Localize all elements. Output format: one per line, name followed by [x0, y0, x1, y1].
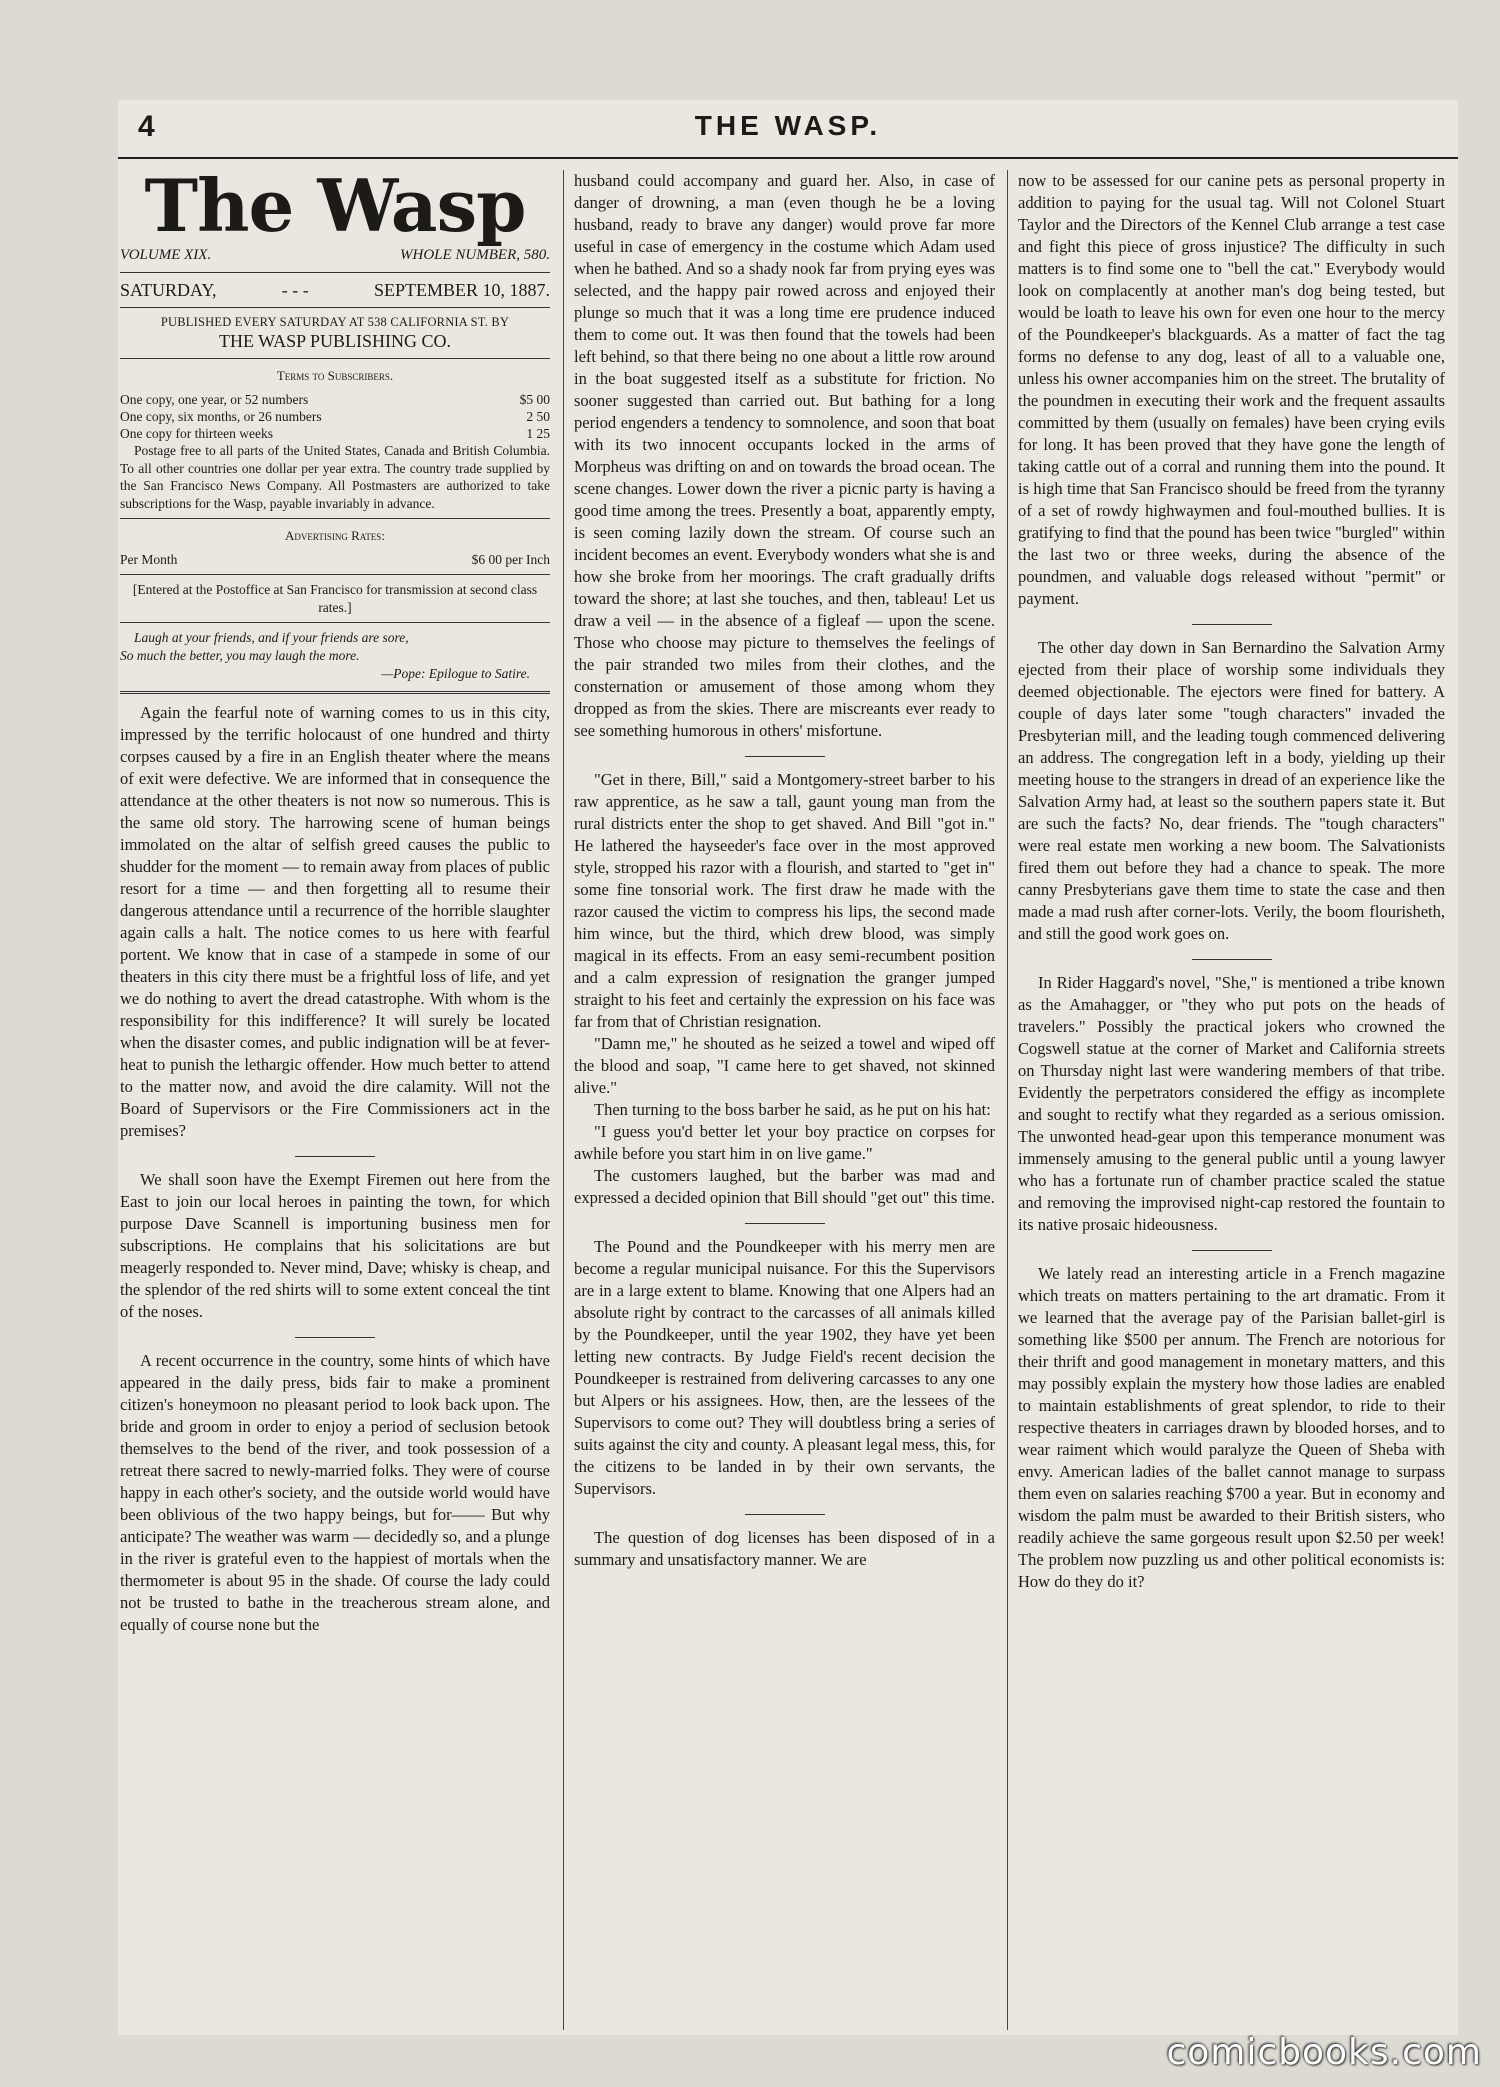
rule — [120, 358, 550, 359]
page-number: 4 — [138, 110, 155, 143]
advertising-heading: Advertising Rates: — [285, 528, 385, 543]
article-separator — [295, 1156, 375, 1157]
watermark-logo: comicbooks.com — [1166, 2032, 1482, 2073]
article-separator — [295, 1337, 375, 1338]
column-3 — [1007, 170, 1445, 2030]
article-paragraph: The Pound and the Poundkeeper with his merry men are become a regular municipal nuisance. For this the Supervisors are in a large extent to blame. Knowing that one Alpers had an absolute right by contract to the carcasses of all animals killed by the Poundkeeper, until the year 1902, they have yet been letting new contracts. By Judge Field's recent decision the Poundkeeper is restrained from delivering carcasses to any one but Alpers or his assignees. How, then, are the lessees of the Supervisors to come out? They will doubtless bring a series of suits against the city and county. A pleasant legal mess, this, for the citizens to be landed in by their own servants, the Supervisors. — [574, 1237, 995, 1498]
publisher-name: THE WASP PUBLISHING CO. — [218, 331, 452, 351]
article-separator — [1192, 624, 1272, 625]
price-row — [120, 408, 550, 425]
masthead-title: The Wasp — [144, 170, 526, 248]
price-row — [120, 391, 550, 408]
postage-note: Postage free to all parts of the United States, Canada and British Columbia. To all other countries one dollar per year extra. The country trade supplied by the San Francisco News Company. All Postmasters are authorized to take subscriptions for the Wasp, payable invariably in advance. — [120, 443, 550, 511]
double-rule — [120, 691, 550, 694]
column-2-articles — [574, 170, 995, 1571]
ad-rate-label: Per Month — [120, 552, 178, 567]
article-paragraph: A recent occurrence in the country, some hints of which have appeared in the daily press, bids fair to make a prominent citizen's honeymoon no pleasant period to look back upon. The bride and groom in order to enjoy a period of seclusion betook themselves to the bend of the river, and took possession of a retreat there sacred to newly-married folks. They were of course happy in each other's society, and the outside world would have been oblivious of the two happy beings, but for—— But why anticipate? The weather was warm — decidedly so, and a plunge in the river is grateful even to the happiest of mortals when the thermometer is about 95 in the shade. Of course the lady could not be trusted to bathe in the treacherous stream alone, and equally of course none but the — [120, 1351, 550, 1634]
article-paragraph: Then turning to the boss barber he said, as he put on his hat: — [594, 1100, 991, 1119]
price-amount: 2 50 — [526, 409, 550, 424]
price-label: One copy, six months, or 26 numbers — [120, 409, 322, 424]
issue-day: SATURDAY, — [120, 280, 217, 300]
article-separator — [1192, 959, 1272, 960]
column-2 — [563, 170, 995, 2030]
ad-rate-value: $6 00 per Inch — [471, 552, 550, 567]
postoffice-entry: [Entered at the Postoffice at San Francisco for transmission at second class rates.] — [132, 582, 538, 615]
article-paragraph: In Rider Haggard's novel, "She," is mentioned a tribe known as the Amahagger, or "they who put pots on the heads of travelers." Possibly the practical jokers who crowned the Cogswell statue at the corner of Market and California streets on Thursday night last were wandering members of that tribe. Evidently the perpetrators considered the effigy as incomplete and sought to rectify what they regarded as a serious omission. The unwonted head-gear upon this temperance monument was immensely amusing to the general public until a young lawyer who has a fortunate run of chamber practice scaled the statue and removing the improvised night-cap restored the fountain to its native prosaic hideousness. — [1018, 973, 1445, 1234]
price-row — [120, 425, 550, 442]
article-paragraph: "I guess you'd better let your boy practice on corpses for awhile before you start him in on live game." — [574, 1122, 995, 1163]
running-head: THE WASP. — [694, 110, 882, 141]
article-paragraph: The customers laughed, but the barber was mad and expressed a decided opinion that Bill should "get out" this time. — [574, 1166, 995, 1207]
page-header — [118, 100, 1458, 160]
published-line: PUBLISHED EVERY SATURDAY AT 538 CALIFORNIA ST. BY — [160, 315, 510, 329]
terms-heading: Terms to Subscribers. — [276, 368, 394, 383]
rule — [120, 272, 550, 273]
whole-number: WHOLE NUMBER, 580. — [400, 247, 550, 263]
newspaper-page — [118, 100, 1458, 2035]
date-dashes: - - - — [281, 280, 309, 300]
rule — [120, 518, 550, 519]
volume: VOLUME XIX. — [120, 247, 212, 263]
article-separator — [1192, 1250, 1272, 1251]
column-1 — [120, 170, 550, 2030]
epigraph-line: Laugh at your friends, and if your friends are sore, — [134, 630, 409, 645]
article-paragraph: The question of dog licenses has been disposed of in a summary and unsatisfactory manner. We are — [574, 1528, 995, 1569]
price-amount: $5 00 — [519, 392, 550, 407]
price-label: One copy, one year, or 52 numbers — [120, 392, 309, 407]
article-paragraph: now to be assessed for our canine pets as personal property in addition to paying for the usual tag. Will not Colonel Stuart Taylor and the Directors of the Kennel Club arrange a test case and fight this piece of gross injustice? The difficulty in such matters is to find some one to "bell the cat." Everybody would look on complacently at another man's dog being tested, but would be loath to leave his own for even one hour to the mercy of the Poundkeeper's blackguards. As a matter of fact the tag forms no defense to any dog, least of all to a valuable one, unless his owner accompanies him on the street. The brutality of the poundmen in executing their work and the frequent assaults committed by them (usually on females) have been crying evils for long. It has been proved that they have gone the length of taking cattle out of a corral and running them into the pound. It is high time that San Francisco should be freed from the tyranny of a set of rowdy highwaymen and foul-mouthed bullies. It is gratifying to find that the pound has been twice "burgled" within the last two or three weeks, during the absence of the poundmen, and valuable dogs released without "permit" or payment. — [1018, 171, 1445, 608]
article-paragraph: Again the fearful note of warning comes to us in this city, impressed by the terrific holocaust of one hundred and thirty corpses caused by a fire in an English theater where the means of exit were defective. We are informed that in consequence the attendance at the other theaters is not now so numerous. This is the same old story. The harrowing scene of human beings immolated on the altar of selfish greed causes the public to shudder for the moment — to remain away from places of public resort for a time — and then forgetting all to resume their dangerous attendance until a recurrence of the horrible slaughter again calls a halt. The notice comes to us here with fearful portent. We know that in case of a stampede in some of our theaters in this city there must be a frightful loss of life, and yet we do nothing to avert the dread catastrophe. With whom is the responsibility for this indifference? It will surely be located when the disaster comes, and public indignation will be at fever-heat to punish the lethargic offender. How much better to attend to the matter now, and avoid the dire calamity. Will not the Board of Supervisors or the Fire Commissioners act in the premises? — [120, 703, 550, 1140]
article-paragraph: The other day down in San Bernardino the Salvation Army ejected from their place of worship some individuals they deemed objectionable. The ejectors were fined for battery. A couple of days later some "tough characters" invaded the Presbyterian mill, and the leading tough commenced delivering an address. The congregation left in a body, yielding up their meeting house to the strangers in dread of an experience like the Salvation Army had, at least so the southern papers state it. But are such the facts? No, dear friends. The "tough characters" were real estate men working a new boom. The Salvationists fired them out before they had a chance to speak. The more canny Presbyterians gave them time to state the case and then made a mad rush after corner-lots. Verily, the boom flourisheth, and still the good work goes on. — [1018, 638, 1445, 943]
article-paragraph: We shall soon have the Exempt Firemen out here from the East to join our local heroes in painting the town, for which purpose Dave Scannell is importuning business men for subscriptions. He complains that his solicitations are but meagerly responded to. Never mind, Dave; whisky is cheap, and the splendor of the red shirts will to some extent conceal the tint of the noses. — [120, 1170, 550, 1321]
epigraph-line: So much the better, you may laugh the more. — [120, 648, 360, 663]
epigraph-attribution: —Pope: Epilogue to Satire. — [381, 666, 530, 681]
epigraph — [120, 629, 550, 683]
article-paragraph: We lately read an interesting article in a French magazine which treats on matters pertaining to the art dramatic. From it we learned that the average pay of the Parisian ballet-girl is something like $500 per annum. The French are notorious for their thrift and good management in monetary matters, and this may possibly explain the mystery how those ladies are enabled to maintain establishments of great splendor, to ride to their respective theaters in carriages drawn by blooded horses, and to wear raiment which would paralyze the Queen of Sheba with envy. American ladies of the ballet cannot manage to surpass them even on salaries reaching $700 a year. But in economy and wisdom the palm must be awarded to their British sisters, who readily achieve the same gorgeous result upon $2.50 per week! The problem now puzzling us and other political economists is: How do they do it? — [1018, 1264, 1445, 1591]
advertising-rate — [120, 551, 550, 568]
price-amount: 1 25 — [526, 426, 550, 441]
article-paragraph: "Get in there, Bill," said a Montgomery-street barber to his raw apprentice, as he saw a tall, gaunt young man from the rural districts enter the shop to get shaved. And Bill "got in." He lathered the hayseeder's face over in the most approved style, stropped his razor with a flourish, and started to "get in" some fine tonsorial work. The first draw he made with the razor caused the victim to compress his lips, the second made him wince, but the third, which drew blood, was simply magical in its effects. From an easy semi-recumbent position and a calm expression of resignation the granger jumped straight to his feet and certainly the expression on his face was far from that of Christian resignation. — [574, 770, 995, 1031]
rule — [120, 307, 550, 308]
date-line — [120, 279, 550, 301]
price-list — [120, 391, 550, 442]
rule — [120, 574, 550, 575]
article-paragraph: "Damn me," he shouted as he seized a towel and wiped off the blood and soap, "I came here to get shaved, not skinned alive." — [574, 1034, 995, 1097]
column-3-articles — [1018, 170, 1445, 1593]
article-separator — [745, 1514, 825, 1515]
price-label: One copy for thirteen weeks — [120, 426, 273, 441]
issue-date: SEPTEMBER 10, 1887. — [373, 280, 550, 300]
article-paragraph: husband could accompany and guard her. Also, in case of danger of drowning, a man (even though he be a loving husband, ready to brave any danger) would prove far more useful in case of emergency in the costume which Adam used when he bathed. And so a shady nook far from prying eyes was selected, and the happy pair rowed across and enjoyed their plunge so much that it was a long time ere prudence induced them to come out. It was then found that the towels had been left behind, so that there being no one about a little row around in the boat suggested itself as a substitute for friction. No sooner suggested than carried out. But bathing for a long period engenders a tendency to somnolence, and soon that boat with its two innocent occupants locked in the arms of Morpheus was drifting on and on towards the broad ocean. The scene changes. Lower down the river a picnic party is having a good time among the trees. Presently a boat, apparently empty, is seen coming lazily down the stream. Of course such an incident becomes an event. Everybody wonders what she is and how she broke from her moorings. The craft gradually drifts toward the shore; at last she touches, and then, tableau! Let us draw a veil — in the absence of a figleaf — upon the scene. Those who choose may picture to themselves the feelings of the pair stranded two miles from their clothes, and the consternation or amusement of those among whom they dropped as from the skies. There are miscreants ever ready to see something humorous in others' misfortune. — [574, 171, 995, 740]
article-separator — [745, 756, 825, 757]
column-1-articles — [120, 702, 550, 1636]
rule — [120, 622, 550, 623]
header-rule — [118, 157, 1458, 159]
article-separator — [745, 1223, 825, 1224]
